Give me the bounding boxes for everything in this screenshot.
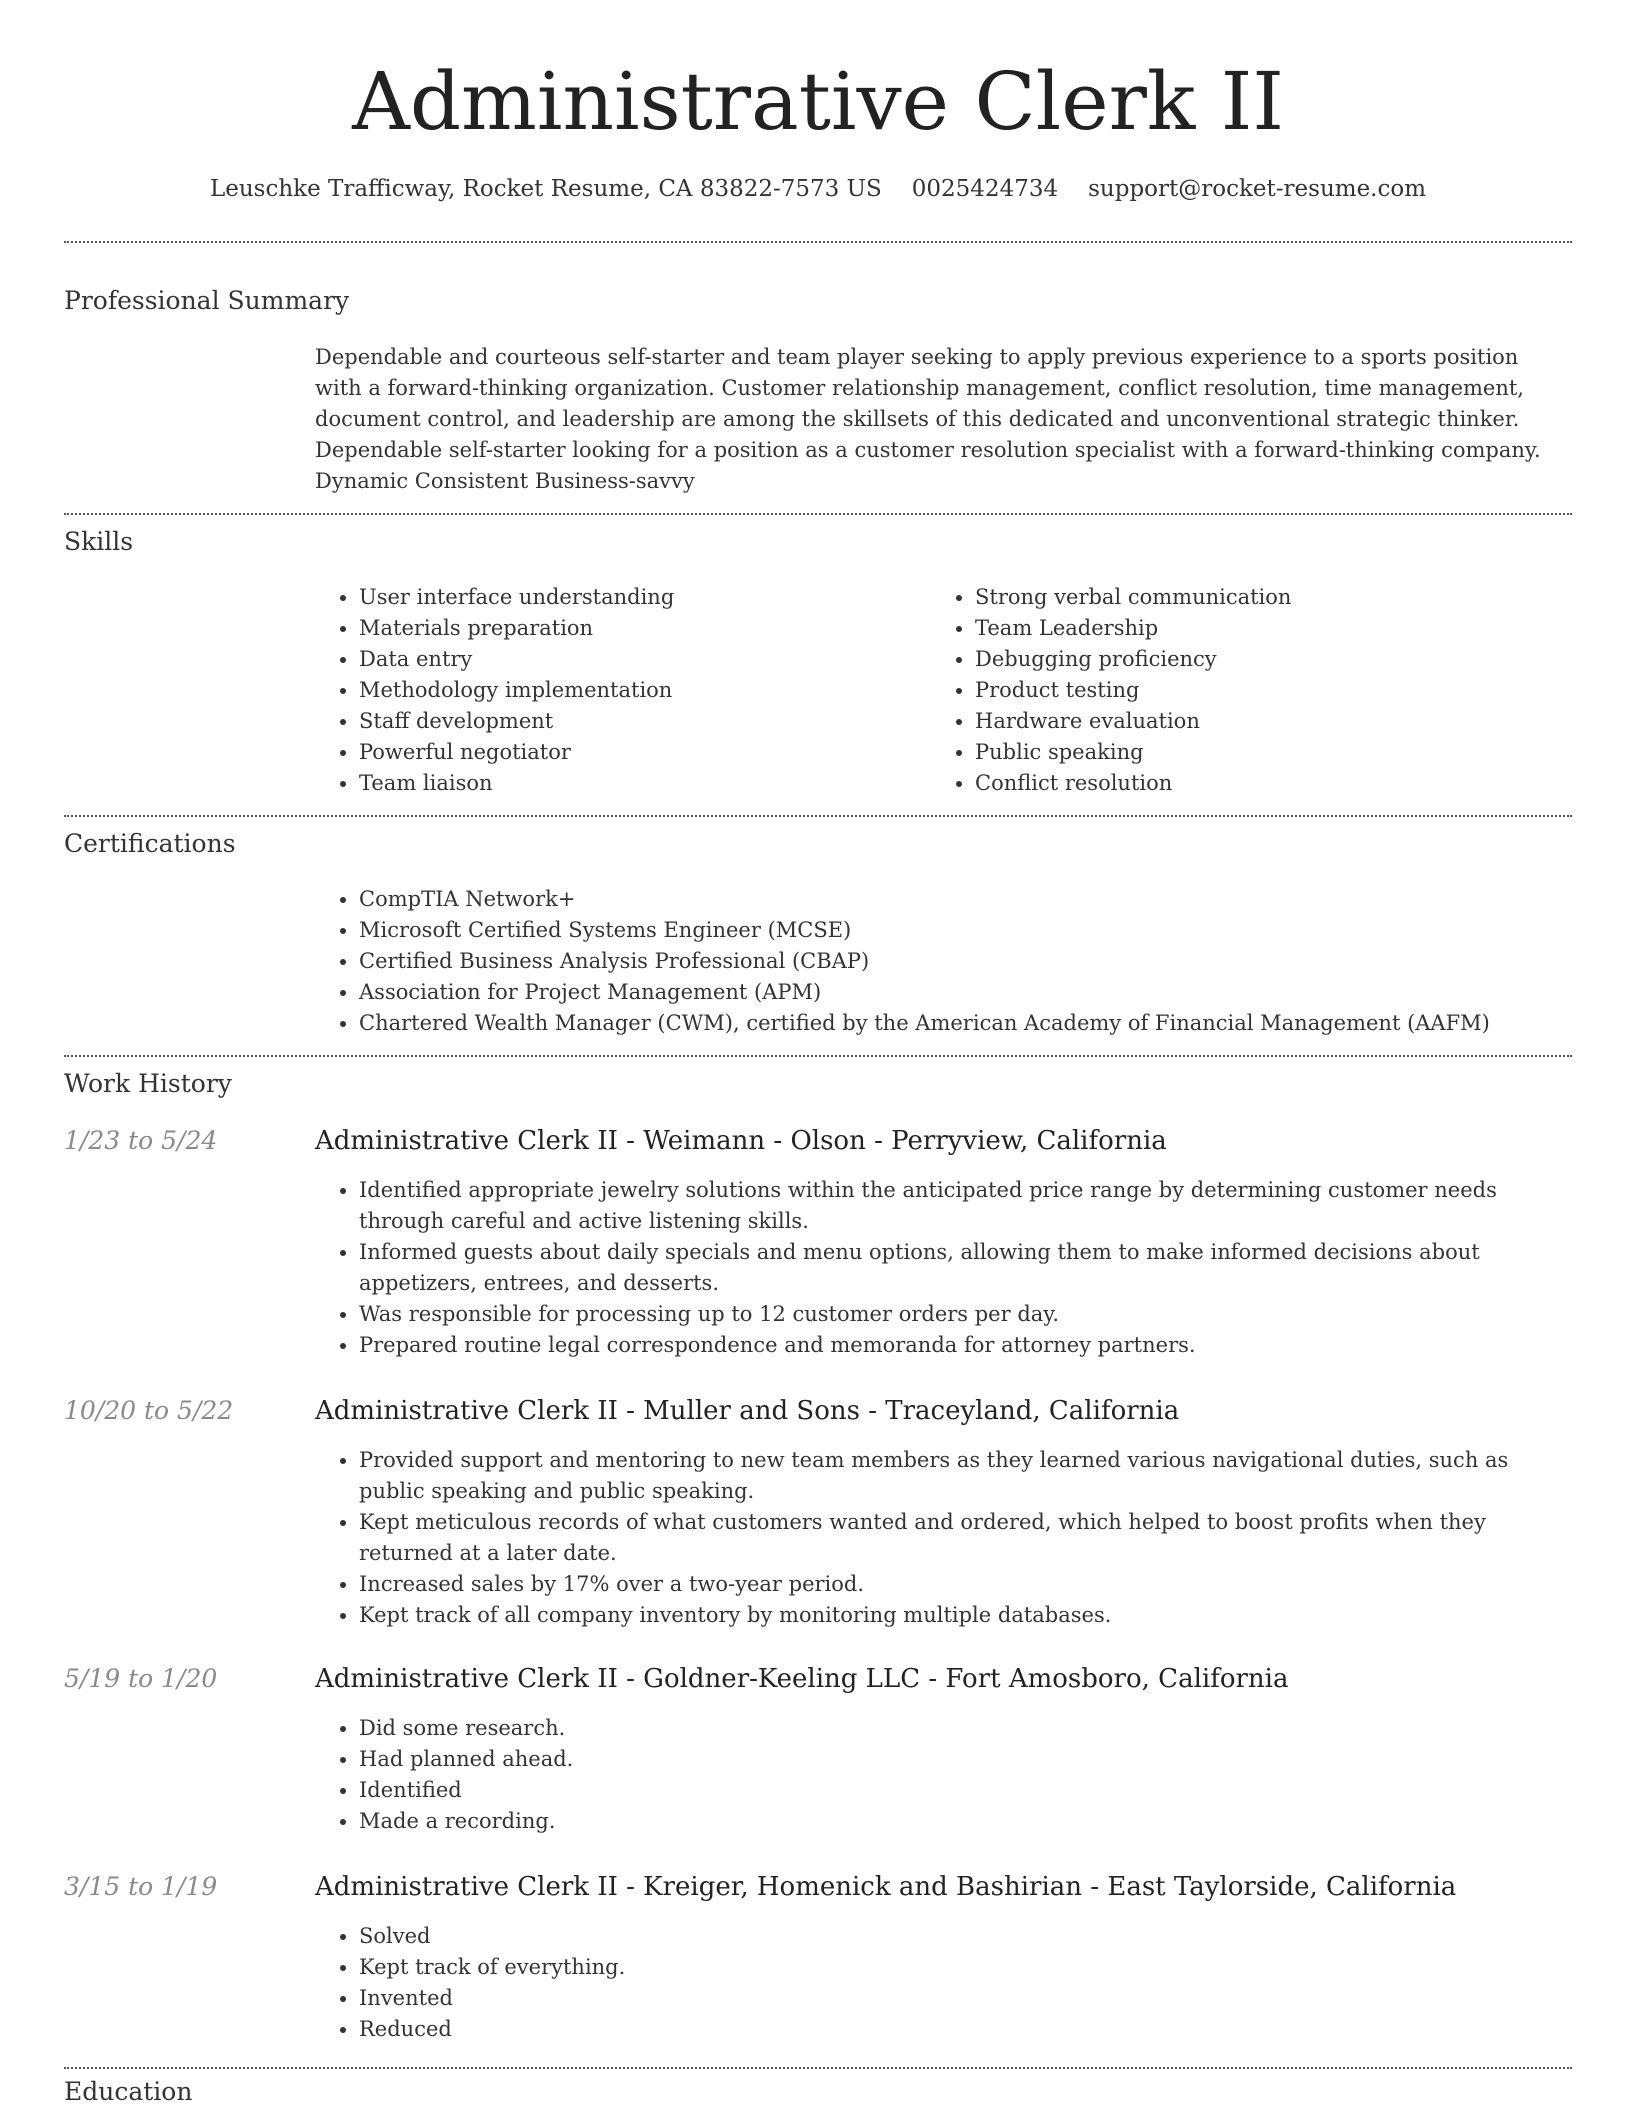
list-item: • Materials preparation <box>359 613 915 644</box>
list-item: • Certified Business Analysis Professional (CBAP) <box>359 946 1565 977</box>
section-title-education: Education <box>64 2077 193 2106</box>
section-title-skills: Skills <box>64 527 134 556</box>
list-item: • Hardware evaluation <box>975 706 1531 737</box>
job-bullet-list <box>315 1921 1572 2045</box>
section-title-work: Work History <box>64 1069 232 1098</box>
job-bullets <box>315 1713 1572 1837</box>
list-item: • Team Leadership <box>975 613 1531 644</box>
list-item: • Kept track of all company inventory by monitoring multiple databases. <box>359 1600 1572 1631</box>
job-bullets <box>315 1921 1572 2045</box>
list-item: • Had planned ahead. <box>359 1744 1572 1775</box>
address-text: Leuschke Trafficway, Rocket Resume, CA 83822-7573 US <box>209 176 882 202</box>
certifications-block <box>315 884 1565 1039</box>
job-title: Administrative Clerk II - Weimann - Olson - Perryview, California <box>315 1126 1167 1156</box>
divider <box>64 2067 1572 2069</box>
list-item: • Did some research. <box>359 1713 1572 1744</box>
skills-column-right <box>931 582 1531 799</box>
certifications-list <box>315 884 1565 1039</box>
job-bullet-list <box>315 1713 1572 1837</box>
list-item: • CompTIA Network+ <box>359 884 1565 915</box>
job-dates: 1/23 to 5/24 <box>64 1126 218 1155</box>
list-item: • Public speaking <box>975 737 1531 768</box>
phone-text: 0025424734 <box>911 176 1059 202</box>
job-title: Administrative Clerk II - Goldner-Keeling LLC - Fort Amosboro, California <box>315 1664 1289 1694</box>
divider <box>64 513 1572 515</box>
list-item: • Conflict resolution <box>975 768 1531 799</box>
list-item: • Kept meticulous records of what customers wanted and ordered, which helped to boost profits when they returned at a later date. <box>359 1507 1572 1569</box>
job-dates: 3/15 to 1/19 <box>64 1872 218 1901</box>
skills-column-left <box>315 582 915 799</box>
job-bullet-list <box>315 1175 1572 1361</box>
list-item: • Reduced <box>359 2014 1572 2045</box>
list-item: • Microsoft Certified Systems Engineer (MCSE) <box>359 915 1565 946</box>
list-item: • Solved <box>359 1921 1572 1952</box>
list-item: • Invented <box>359 1983 1572 2014</box>
list-item: • User interface understanding <box>359 582 915 613</box>
list-item: • Informed guests about daily specials and menu options, allowing them to make informed decisions about appetizers, entrees, and desserts. <box>359 1237 1572 1299</box>
job-dates: 5/19 to 1/20 <box>64 1664 218 1693</box>
list-item: • Chartered Wealth Manager (CWM), certified by the American Academy of Financial Management (AAFM) <box>359 1008 1565 1039</box>
skills-list-left <box>315 582 915 799</box>
list-item: • Methodology implementation <box>359 675 915 706</box>
list-item: • Association for Project Management (APM) <box>359 977 1565 1008</box>
summary-text: Dependable and courteous self-starter and team player seeking to apply previous experience to a sports position with a forward-thinking organization. Customer relationship management, conflict resolution, time management, document control, and leadership are among the skillsets of this dedicated and unconventional strategic thinker. Dependable self-starter looking for a position as a customer resolution specialist with a forward-thinking company. Dynamic Consistent Business-savvy <box>315 345 1541 493</box>
job-title: Administrative Clerk II - Muller and Sons - Traceyland, California <box>315 1396 1180 1426</box>
list-item: • Powerful negotiator <box>359 737 915 768</box>
skills-list-right <box>931 582 1531 799</box>
list-item: • Identified <box>359 1775 1572 1806</box>
list-item: • Product testing <box>975 675 1531 706</box>
job-dates: 10/20 to 5/22 <box>64 1396 234 1425</box>
contact-line <box>64 172 1572 206</box>
divider <box>64 1055 1572 1057</box>
list-item: • Was responsible for processing up to 12 customer orders per day. <box>359 1299 1572 1330</box>
list-item: • Made a recording. <box>359 1806 1572 1837</box>
job-title: Administrative Clerk II - Kreiger, Homenick and Bashirian - East Taylorside, California <box>315 1872 1457 1902</box>
job-bullets <box>315 1175 1572 1361</box>
list-item: • Provided support and mentoring to new team members as they learned various navigational duties, such as public speaking and public speaking. <box>359 1445 1572 1507</box>
list-item: • Identified appropriate jewelry solutions within the anticipated price range by determining customer needs through careful and active listening skills. <box>359 1175 1572 1237</box>
list-item: • Data entry <box>359 644 915 675</box>
divider <box>64 815 1572 817</box>
divider <box>64 241 1572 243</box>
job-bullet-list <box>315 1445 1572 1631</box>
section-title-summary: Professional Summary <box>64 286 350 315</box>
list-item: • Prepared routine legal correspondence and memoranda for attorney partners. <box>359 1330 1572 1361</box>
list-item: • Team liaison <box>359 768 915 799</box>
list-item: • Staff development <box>359 706 915 737</box>
job-bullets <box>315 1445 1572 1631</box>
candidate-name: Administrative Clerk II <box>352 55 1284 148</box>
section-title-certifications: Certifications <box>64 829 236 858</box>
email-link[interactable]: support@rocket-resume.com <box>1088 176 1427 202</box>
list-item: • Debugging proficiency <box>975 644 1531 675</box>
list-item: • Strong verbal communication <box>975 582 1531 613</box>
list-item: • Increased sales by 17% over a two-year period. <box>359 1569 1572 1600</box>
list-item: • Kept track of everything. <box>359 1952 1572 1983</box>
